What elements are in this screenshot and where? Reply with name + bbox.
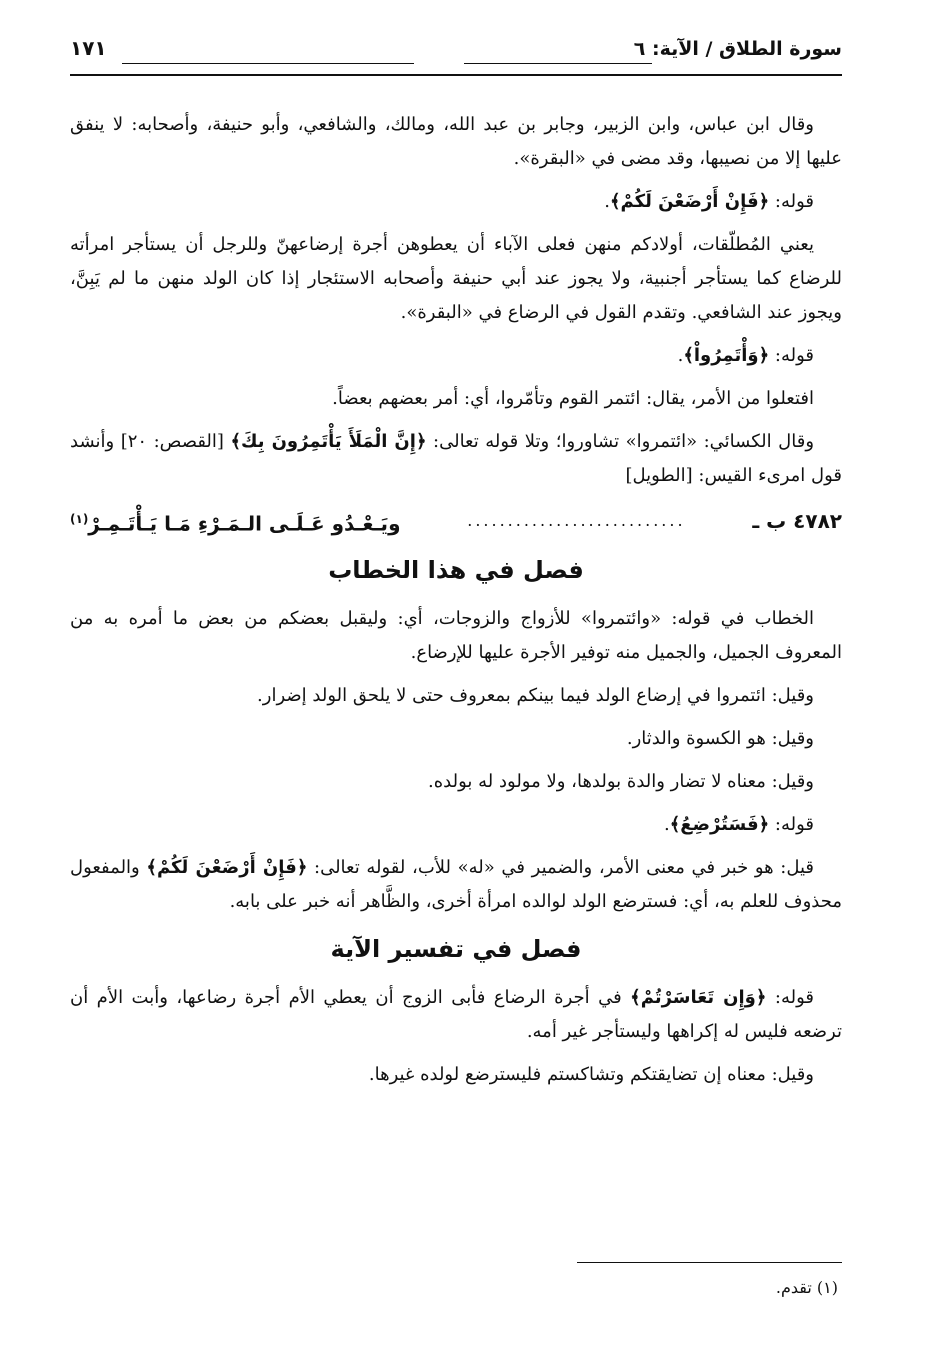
quote-intro: قوله: <box>769 814 814 835</box>
paragraph-10: وقيل: معناه لا تضار والدة بولدها، ولا مولود له بولده. <box>428 771 814 792</box>
verse-first-hemistich-dots: ........................... <box>467 511 686 530</box>
paragraph-5: افتعلوا من الأمر، يقال: ائتمر القوم وتأمّروا، أي: أمر بعضهم بعضاً. <box>332 388 814 409</box>
footnote-ref: (١) <box>70 511 89 526</box>
quote-intro: قوله: <box>769 345 814 366</box>
paragraph-12 <box>70 851 842 919</box>
quote-end: . <box>664 814 670 835</box>
paragraph-2 <box>70 185 842 219</box>
header-rule-long <box>122 63 414 64</box>
footnotes <box>70 1262 842 1301</box>
paragraph-14: وقيل: معناه إن تضايقتكم وتشاكستم فليسترضع لولده غيرها. <box>368 1064 814 1085</box>
quran-quote: ﴿وَأْتَمِرُواْ﴾ <box>683 345 770 366</box>
quran-quote: ﴿فَإِنْ أَرْضَعْنَ لَكُمْ﴾ <box>610 191 770 212</box>
section-heading: فصل في هذا الخطاب <box>328 556 584 584</box>
verse-number: ٤٧٨٢ ب ـ <box>752 509 842 533</box>
header-underline <box>70 74 842 76</box>
quote-intro: قيل: هو خبر في معنى الأمر، والضمير في «له» للأب، لقوله تعالى: <box>307 857 814 878</box>
quran-quote: ﴿فَسَتُرْضِعُ﴾ <box>669 814 770 835</box>
footnote-item <box>70 1275 842 1301</box>
section-heading: فصل في تفسير الآية <box>330 935 582 963</box>
footnote-marker: (١) <box>816 1278 838 1297</box>
quote-end: . <box>677 345 684 366</box>
paragraph-11 <box>70 808 842 842</box>
quote-intro: قوله: <box>766 987 814 1008</box>
quote-end: [القصص: ٢٠] وأنشد قول امرىء القيس: [الطويل] <box>70 431 842 486</box>
quran-quote: ﴿وَإِن تَعَاسَرْتُمْ﴾ <box>630 987 767 1008</box>
body-text <box>70 108 842 1101</box>
footnote-text: تقدم. <box>775 1278 812 1297</box>
paragraph-13 <box>70 981 842 1049</box>
paragraph-7: الخطاب في قوله: «وائتمروا» للأزواج والزوجات، أي: وليقبل بعضكم من بعض ما أمره به من المعروف الجميل، والجميل منه توفير الأجرة عليها للإرضاع. <box>70 608 842 663</box>
paragraph-8: وقيل: ائتمروا في إرضاع الولد فيما بينكم بمعروف حتى لا يلحق الولد إضرار. <box>257 685 814 706</box>
quote-intro: وقال الكسائي: «ائتمروا» تشاوروا؛ وتلا قوله تعالى: <box>426 431 815 452</box>
header-rule-short <box>464 63 652 64</box>
verse-text: ويَـعْـدُو عَـلَـى الـمَـرْءِ مَـا يَـأْتَـمِـرْ <box>88 511 401 536</box>
paragraph-6 <box>70 425 842 493</box>
quote-intro: قوله: <box>769 191 814 212</box>
page-number: ١٧١ <box>70 36 107 60</box>
quran-quote: ﴿فَإِنْ أَرْضَعْنَ لَكُمْ﴾ <box>146 857 308 878</box>
page-header <box>70 34 842 78</box>
paragraph-1: وقال ابن عباس، وابن الزبير، وجابر بن عبد الله، ومالك، والشافعي، وأبو حنيفة، وأصحابه: لا ينفق عليها إلا من نصيبها، وقد مضى في «البقرة». <box>70 114 842 169</box>
paragraph-3: يعني المُطلّقات، أولادكم منهن فعلى الآباء أن يعطوهن أجرة إرضاعهنّ وللرجل أن يستأجر امرأته للرضاع كما يستأجر أجنبية، ولا يجوز عند أبي حنيفة وأصحابه الاستئجار إذا كان الولد منهن ما لم يَبِنَّ، ويجوز عند الشافعي. وتقدم القول في الرضاع في «البقرة». <box>70 234 842 323</box>
quote-end: والمفعول محذوف للعلم به، أي: فسترضع الولد لوالده امرأة أخرى، والظَّاهر أنه خبر على بابه. <box>70 857 842 912</box>
paragraph-4 <box>70 339 842 373</box>
quran-quote: ﴿إِنَّ الْمَلَأَ يَأْتَمِرُونَ بِكَ﴾ <box>230 431 427 452</box>
quote-end: في أجرة الرضاع فأبى الزوج أن يعطي الأم أجرة رضاعها، وأبت الأم أن ترضعه فليس له إكراهها وليستأجر غير أمه. <box>70 987 842 1042</box>
footnote-separator <box>577 1262 842 1263</box>
quote-end: . <box>604 191 610 212</box>
poetry-verse <box>70 502 842 540</box>
verse-second-hemistich <box>70 502 401 541</box>
running-title: سورة الطلاق / الآية: ٦ <box>633 38 842 60</box>
paragraph-9: وقيل: هو الكسوة والدثار. <box>626 728 814 749</box>
